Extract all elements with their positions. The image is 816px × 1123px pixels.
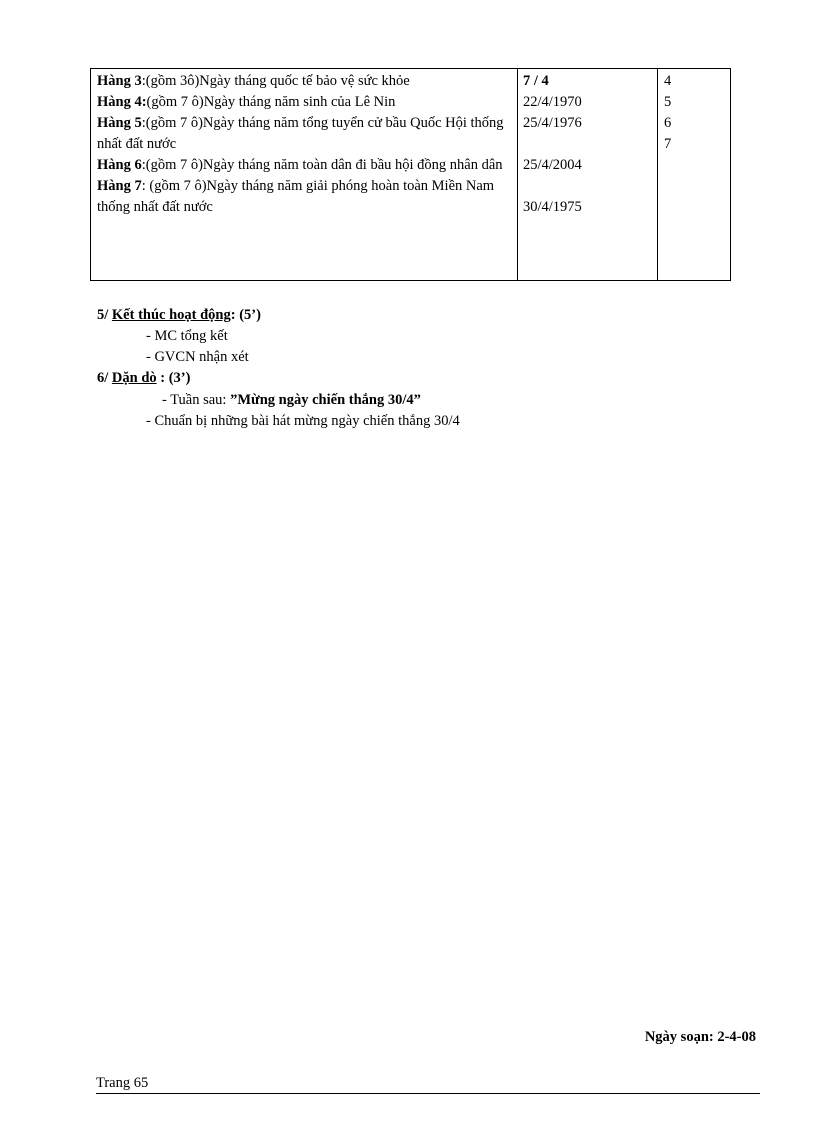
section-6-prefix: 6/ [97,370,112,386]
row-text: :(gồm 7 ô)Ngày tháng năm toàn dân đi bầu hội đồng nhân dân [141,157,503,173]
number-cell: 7 [664,136,672,152]
table-row-4 [97,92,512,113]
answer-row-4: 22/4/1970 [523,94,582,110]
answer-row-3: 7 / 4 [523,73,549,89]
row-label: Hàng 6 [97,157,142,173]
section-5-item: - GVCN nhận xét [146,349,249,365]
row-text: :(gồm 7 ô)Ngày tháng năm tổng tuyển cử bầu Quốc Hội thống nhất đất nước [97,115,504,152]
row-label: Hàng 3 [97,73,142,89]
row-text: (gồm 7 ô)Ngày tháng năm sinh của Lê Nin [146,94,396,110]
section-5-item: - MC tổng kết [146,328,228,344]
answer-column [518,69,658,280]
number-cell: 6 [664,115,672,131]
table-row-3 [97,71,512,92]
row-label: Hàng 5 [97,115,142,131]
section-6-suffix: : (3’) [156,370,191,386]
answer-table [90,68,731,281]
section-5-suffix: : (5’) [230,307,261,323]
section-6-item: - Chuẩn bị những bài hát mừng ngày chiến thắng 30/4 [146,413,460,429]
section-6-title: Dặn dò [111,370,157,386]
answer-row-5: 25/4/1976 [523,115,582,131]
section-6-item-bold: ”Mừng ngày chiến thắng 30/4” [230,392,421,408]
section-6-item [162,390,421,411]
description-column [91,69,518,280]
answer-row-6: 25/4/2004 [523,157,582,173]
answer-row-7: 30/4/1975 [523,199,582,215]
preparation-date: Ngày soạn: 2-4-08 [644,1029,756,1045]
number-cell: 4 [664,73,672,89]
table-row-6 [97,155,512,176]
section-5-heading [97,305,261,326]
section-5-title: Kết thúc hoạt động [111,307,231,323]
page-number: Trang 65 [96,1073,760,1094]
row-label: Hàng 4: [97,94,147,110]
section-6-heading [97,368,190,389]
number-cell: 5 [664,94,672,110]
table-row-5 [97,113,512,155]
section-5-prefix: 5/ [97,307,112,323]
row-text: : (gồm 7 ô)Ngày tháng năm giải phóng hoàn toàn Miền Nam thống nhất đất nước [97,178,495,215]
number-column [658,69,730,280]
row-label: Hàng 7 [97,178,142,194]
table-row-7 [97,176,512,218]
section-6-item-prefix: - Tuần sau: [162,392,231,408]
row-text: :(gồm 3ô)Ngày tháng quốc tế bảo vệ sức khỏe [141,73,410,89]
